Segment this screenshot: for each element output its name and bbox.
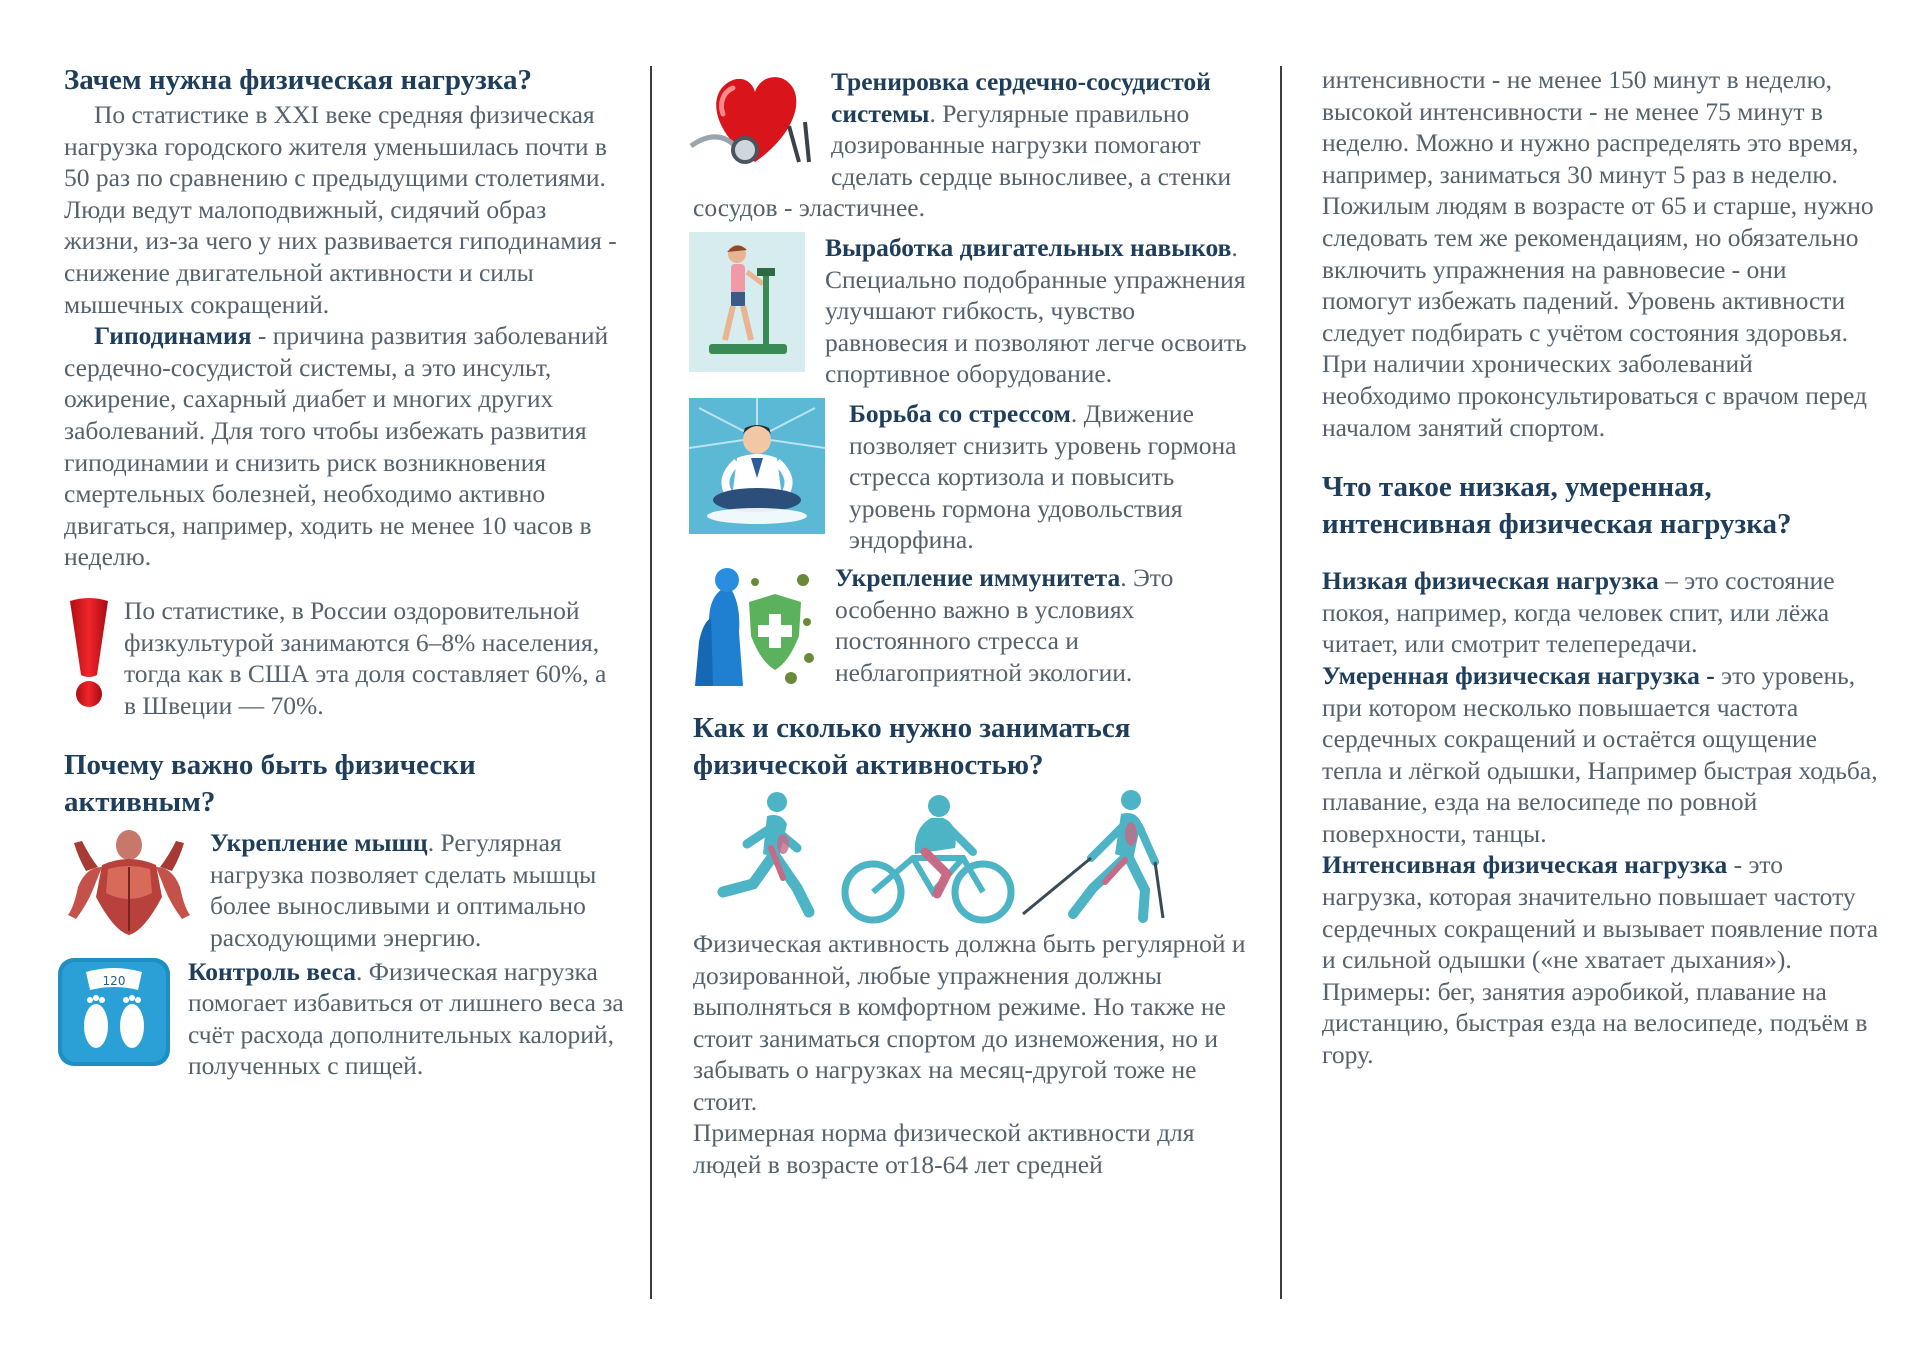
column-divider-2 [1280,66,1282,1299]
treadmill-girl-icon [689,232,825,376]
para-norm-continued: интенсивности - не менее 150 минут в неделю, высокой интенсивности - не менее 75 минут в неделю. Можно и нужно распределять это время, например, заниматься 30 минут 5 раз в неделю. Пожилым людям в возрасте от 65 и старше, нужно следовать тем же рекомендациям, но обязательно включить упражнения на равновесие - они помогут избежать падений. Уровень активности следует подбирать с учётом состояния здоровья. При наличии хронических заболеваний необходимо проконсультироваться с врачом перед началом занятий спортом. [1322,65,1874,442]
text-motor: . Специально подобранные упражнения улучшают гибкость, чувство равновесия и позволяют легче освоить спортивное оборудование. [825,232,1247,389]
immunity-shield-icon [689,562,835,692]
para-hypodynamia [64,320,624,573]
column-2 [693,66,1253,1181]
heading-how-much: Как и сколько нужно заниматься физической активностью? [693,711,1131,781]
weight-scale-icon [56,956,180,1074]
para-moderate-load [1322,660,1880,850]
term-motor: Выработка двигательных навыков [825,232,1232,262]
column-1 [64,62,624,1082]
term-weight: Контроль веса [188,956,357,986]
exclamation-icon [64,597,122,709]
text-heart: . Регулярные правильно дозированные нагрузки помогают сделать сердце выносливее, а стенки сосудов - эластичнее. [693,98,1232,223]
text-weight: . Физическая нагрузка помогает избавиться от лишнего веса за счёт расхода дополнительных калорий, полученных с пищей. [188,956,624,1081]
text-moderate-load: это уровень, при котором несколько повышается частота сердечных сокращений и остаётся ощущение тепла и лёгкой одышки, Например быстрая ходьба, плавание, езда на велосипеде по ровной поверхности, танцы. [1322,660,1878,848]
term-moderate-load: Умеренная физическая нагрузка - [1322,660,1715,690]
heading-load-types: Что такое низкая, умеренная, интенсивная физическая нагрузка? [1322,471,1792,541]
term-muscles: Укрепление мышц [210,828,428,858]
term-hypodynamia: Гиподинамия [94,321,252,351]
meditation-icon [689,398,849,538]
para-norm: Примерная норма физической активности для людей в возрасте от18-64 лет средней [693,1118,1195,1180]
text-hypodynamia: - причина развития заболеваний сердечно-сосудистой системы, а это инсульт, ожирение, сахарный диабет и многих других заболеваний. Для того чтобы избежать развития гиподинамии и снизить риск возникновения смертельных болезней, необходимо активно двигаться, например, ходить не менее 10 часов в неделю. [64,321,609,572]
para-russia-stats: По статистике, в России оздоровительной физкультурой занимаются 6–8% населения, тогда как в США эта доля составляет 60%, а в Швеции — 70%. [124,595,607,720]
para-statistics: По статистике в XXI веке средняя физическая нагрузка городского жителя уменьшилась почти в 50 раз по сравнению с предыдущими столетиями. Люди ведут малоподвижный, сидячий образ жизни, из-за чего у них развивается гиподинамия - снижение двигательной активности и силы мышечных сокращений. [64,100,617,319]
term-intensive-load: Интенсивная физическая нагрузка [1322,850,1728,880]
heading-why-active: Почему важно быть физически активным? [64,749,476,819]
column-divider-1 [650,66,652,1299]
term-low-load: Низкая физическая нагрузка [1322,566,1659,596]
para-intensive-load [1322,849,1880,1070]
para-low-load [1322,565,1880,660]
text-low-load: – это состояние покоя, например, когда человек спит, или лёжа читает, или смотрит телепередачи. [1322,566,1835,659]
heart-stethoscope-icon [689,66,831,174]
term-heart: Тренировка сердечно-сосудистой системы [831,67,1211,128]
text-intensive-load: - это нагрузка, которая значительно повышает частоту сердечных сокращений и вызывает появление пота и сильной одышки («не хватает дыхания»). Примеры: бег, занятия аэробикой, плавание на дистанцию, быстрая езда на велосипеде, подъём в гору. [1322,850,1879,1070]
para-activity: Физическая активность должна быть регулярной и дозированной, любые упражнения должны выполняться в комфортном режиме. Но также не стоит заниматься спортом до изнеможения, но и забывать о нагрузках на месяц-другой тоже не стоит. [693,928,1246,1116]
column-3 [1322,64,1880,1071]
heading-why-exercise: Зачем нужна физическая нагрузка? [64,64,533,96]
term-stress: Борьба со стрессом [849,398,1071,428]
sport-figures-illustration [693,788,1253,926]
muscle-body-icon [64,827,210,945]
text-immunity: . Это особенно важно в условиях постоянного стресса и неблагоприятной экологии. [835,562,1174,687]
text-stress: . Движение позволяет снизить уровень гормона стресса кортизола и повысить уровень гормона удовольствия эндорфина. [849,398,1237,555]
text-muscles: . Регулярная нагрузка позволяет сделать мышцы более выносливыми и оптимально расходующими энергию. [210,828,597,953]
term-immunity: Укрепление иммунитета [835,562,1121,592]
scale-number: 120 [102,973,126,988]
